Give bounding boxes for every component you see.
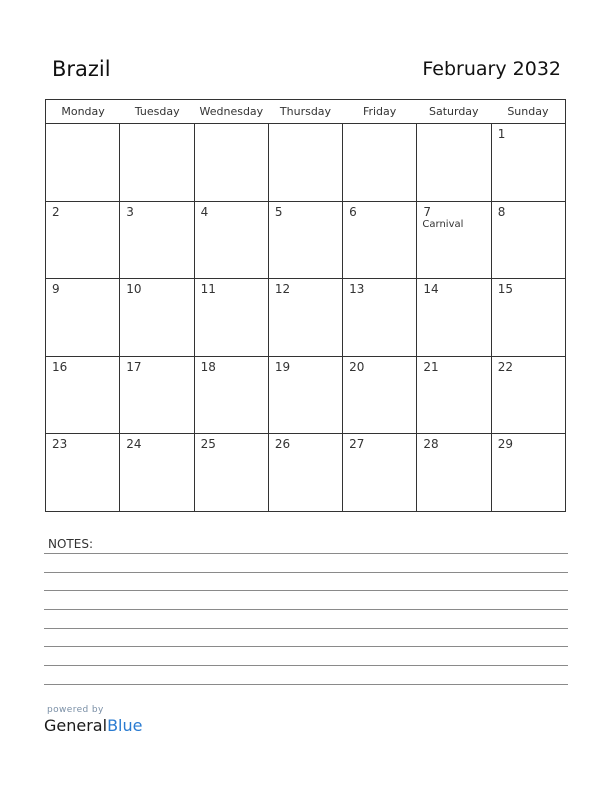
week-row (46, 434, 565, 512)
day-number: 5 (274, 204, 283, 219)
day-cell (120, 279, 194, 356)
note-line (44, 665, 568, 666)
week-row (46, 357, 565, 435)
day-cell (269, 202, 343, 279)
brand-name-part-1: General (44, 716, 108, 735)
day-cell (269, 124, 343, 201)
day-number: 12 (274, 282, 291, 297)
day-number: 21 (423, 359, 439, 374)
day-number: 28 (423, 437, 439, 452)
day-number: 6 (349, 204, 357, 219)
day-number: 22 (497, 359, 513, 374)
note-line (44, 609, 568, 610)
day-cell (343, 124, 417, 201)
day-number: 2 (52, 204, 60, 219)
day-number: 24 (126, 437, 142, 452)
day-cell (120, 357, 194, 434)
day-cell (343, 434, 417, 512)
day-cell (46, 434, 120, 512)
week-row (46, 124, 565, 202)
day-number: 15 (497, 282, 513, 297)
day-cell (492, 434, 565, 512)
day-cell (46, 279, 120, 356)
day-cell (46, 357, 120, 434)
weekday-label: Saturday (428, 105, 479, 118)
weekday-label: Thursday (279, 105, 332, 118)
day-cell (417, 434, 491, 512)
holiday-label: Carnival (422, 218, 464, 230)
day-number: 13 (349, 282, 365, 297)
day-number: 29 (497, 437, 513, 452)
day-number: 20 (349, 359, 365, 374)
day-number: 23 (52, 437, 68, 452)
note-line (44, 684, 568, 685)
weekday-header-row (46, 100, 565, 124)
day-cell (195, 434, 269, 512)
day-cell (417, 202, 491, 279)
notes-label: NOTES: (48, 537, 93, 551)
day-cell (343, 357, 417, 434)
day-cell (195, 279, 269, 356)
calendar-grid (45, 99, 566, 512)
day-number: 18 (200, 359, 216, 374)
day-cell (417, 279, 491, 356)
day-number: 27 (349, 437, 365, 452)
weekday-label: Friday (362, 105, 397, 118)
day-cell (195, 124, 269, 201)
day-cell (195, 202, 269, 279)
day-cell (120, 434, 194, 512)
day-cell (492, 202, 565, 279)
day-number: 19 (274, 359, 291, 374)
week-row (46, 202, 565, 280)
day-cell (269, 434, 343, 512)
day-cell (417, 124, 491, 201)
day-number: 4 (200, 204, 209, 219)
country-title: Brazil (52, 57, 111, 81)
day-cell (195, 357, 269, 434)
note-line (44, 572, 568, 573)
day-number: 25 (200, 437, 216, 452)
note-line (44, 628, 568, 629)
day-cell (46, 202, 120, 279)
day-cell (492, 279, 565, 356)
day-cell (120, 202, 194, 279)
day-cell (343, 202, 417, 279)
day-number: 3 (126, 204, 134, 219)
day-number: 9 (52, 282, 60, 297)
generalblue-logo[interactable] (44, 716, 142, 736)
day-number: 26 (274, 437, 291, 452)
day-cell (120, 124, 194, 201)
day-number: 7 (423, 204, 432, 219)
day-number: 16 (52, 359, 68, 374)
weekday-label: Tuesday (134, 105, 180, 118)
day-number: 10 (126, 282, 142, 297)
weekday-label: Monday (61, 105, 105, 118)
note-line (44, 646, 568, 647)
day-cell (269, 357, 343, 434)
day-cell (46, 124, 120, 201)
month-year-title: February 2032 (422, 58, 561, 80)
day-cell (417, 357, 491, 434)
week-row (46, 279, 565, 357)
weekday-label: Sunday (507, 105, 549, 118)
weekday-label: Wednesday (199, 105, 264, 118)
day-number: 8 (497, 204, 506, 219)
day-cell (492, 124, 565, 201)
brand-name-part-2: Blue (107, 716, 143, 735)
note-line (44, 590, 568, 591)
day-number: 1 (497, 127, 506, 141)
day-cell (343, 279, 417, 356)
note-line (44, 553, 568, 554)
day-number: 17 (126, 359, 142, 374)
day-number: 11 (200, 282, 216, 297)
powered-by-text: powered by (47, 705, 104, 715)
day-cell (269, 279, 343, 356)
day-number: 14 (423, 282, 439, 297)
day-cell (492, 357, 565, 434)
